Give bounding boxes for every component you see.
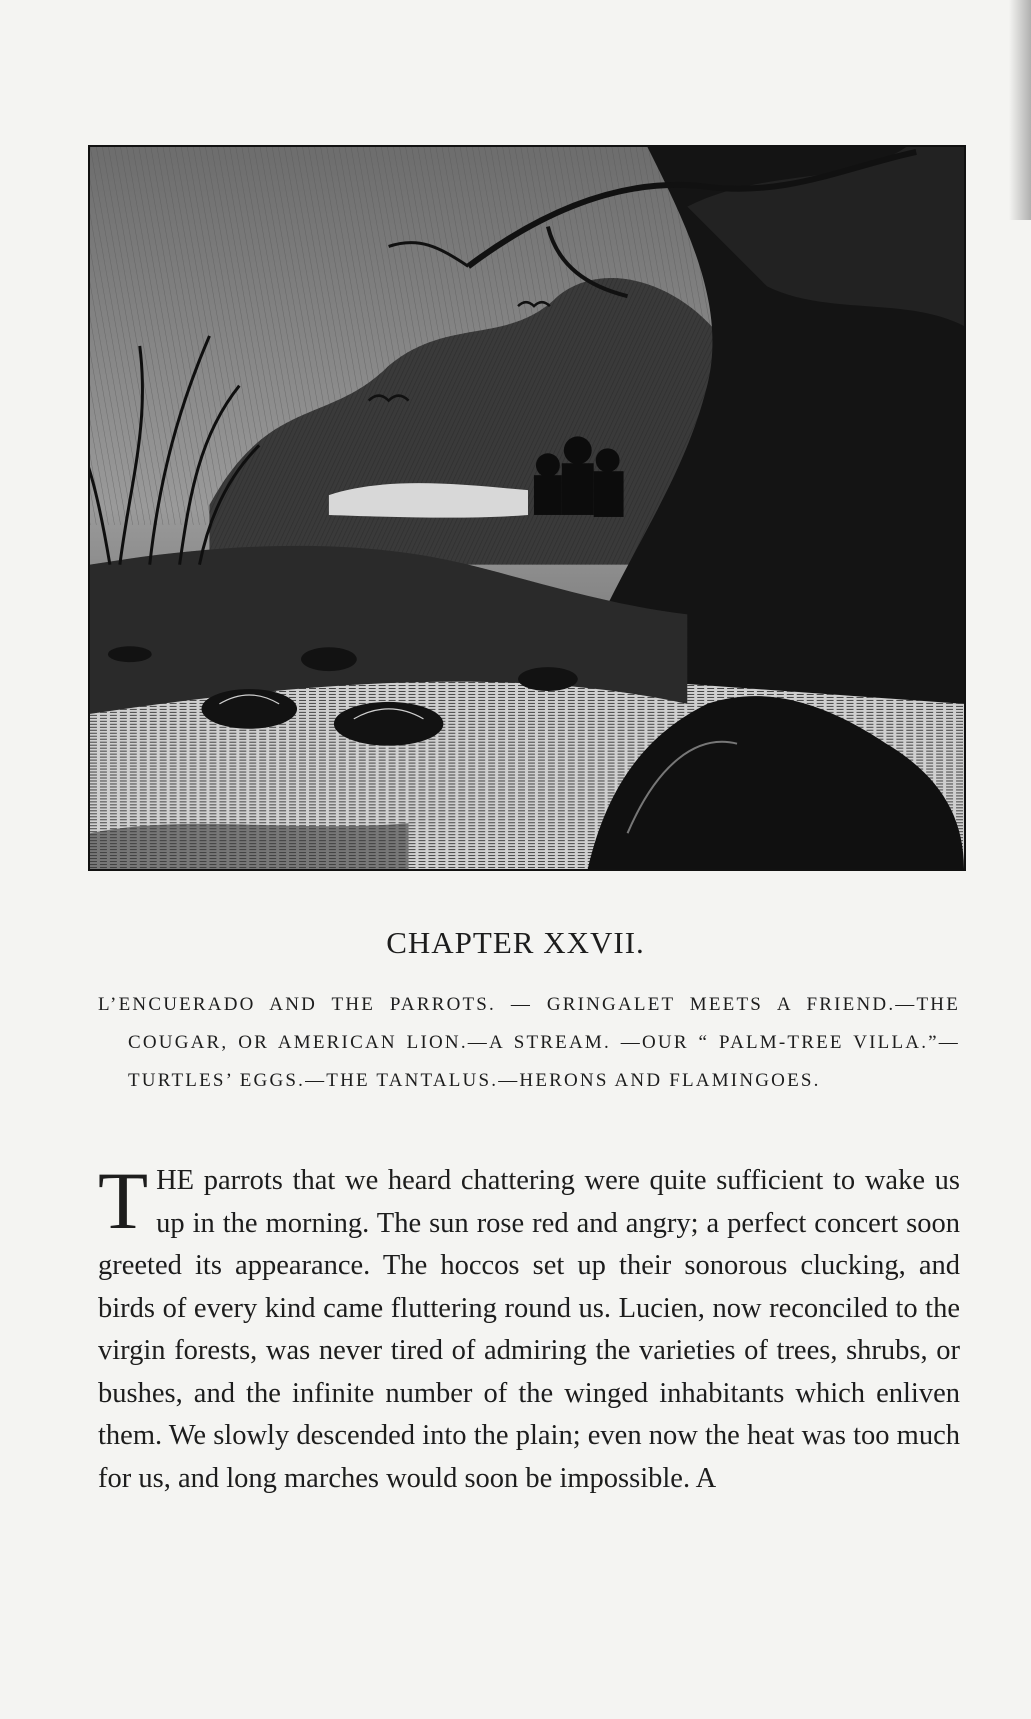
- body-paragraph: [98, 1155, 960, 1500]
- chapter-title: CHAPTER XXVII.: [386, 925, 645, 960]
- chapter-illustration: [88, 145, 966, 871]
- page-edge-shadow: [1009, 0, 1031, 220]
- engraving-forest-river-turtles-icon: [90, 147, 964, 869]
- body-paragraph-text: HE parrots that we heard chattering were quite sufficient to wake us up in the morning. The sun rose red and angry; a perfect concert soon greeted its appearance. The hoccos set up their sonorous clucking, and birds of every kind came fluttering round us. Lucien, now reconciled to the virgin forests, was never tired of admiring the varieties of trees, shrubs, or bushes, and the infinite number of the winged inhabitants which enliven them. We slowly descended into the plain; even now the heat was too much for us, and long marches would soon be impossible. A: [98, 1165, 960, 1494]
- drop-cap: T: [98, 1155, 149, 1246]
- chapter-synopsis: L’ENCUERADO AND THE PARROTS. — GRINGALET MEETS A FRIEND.—THE COUGAR, OR AMERICAN LION.—A STREAM. —OUR “ PALM-TREE VILLA.”—TURTLES’ EGGS.—THE TANTALUS.—HERONS AND FLAMINGOES.: [98, 994, 960, 1091]
